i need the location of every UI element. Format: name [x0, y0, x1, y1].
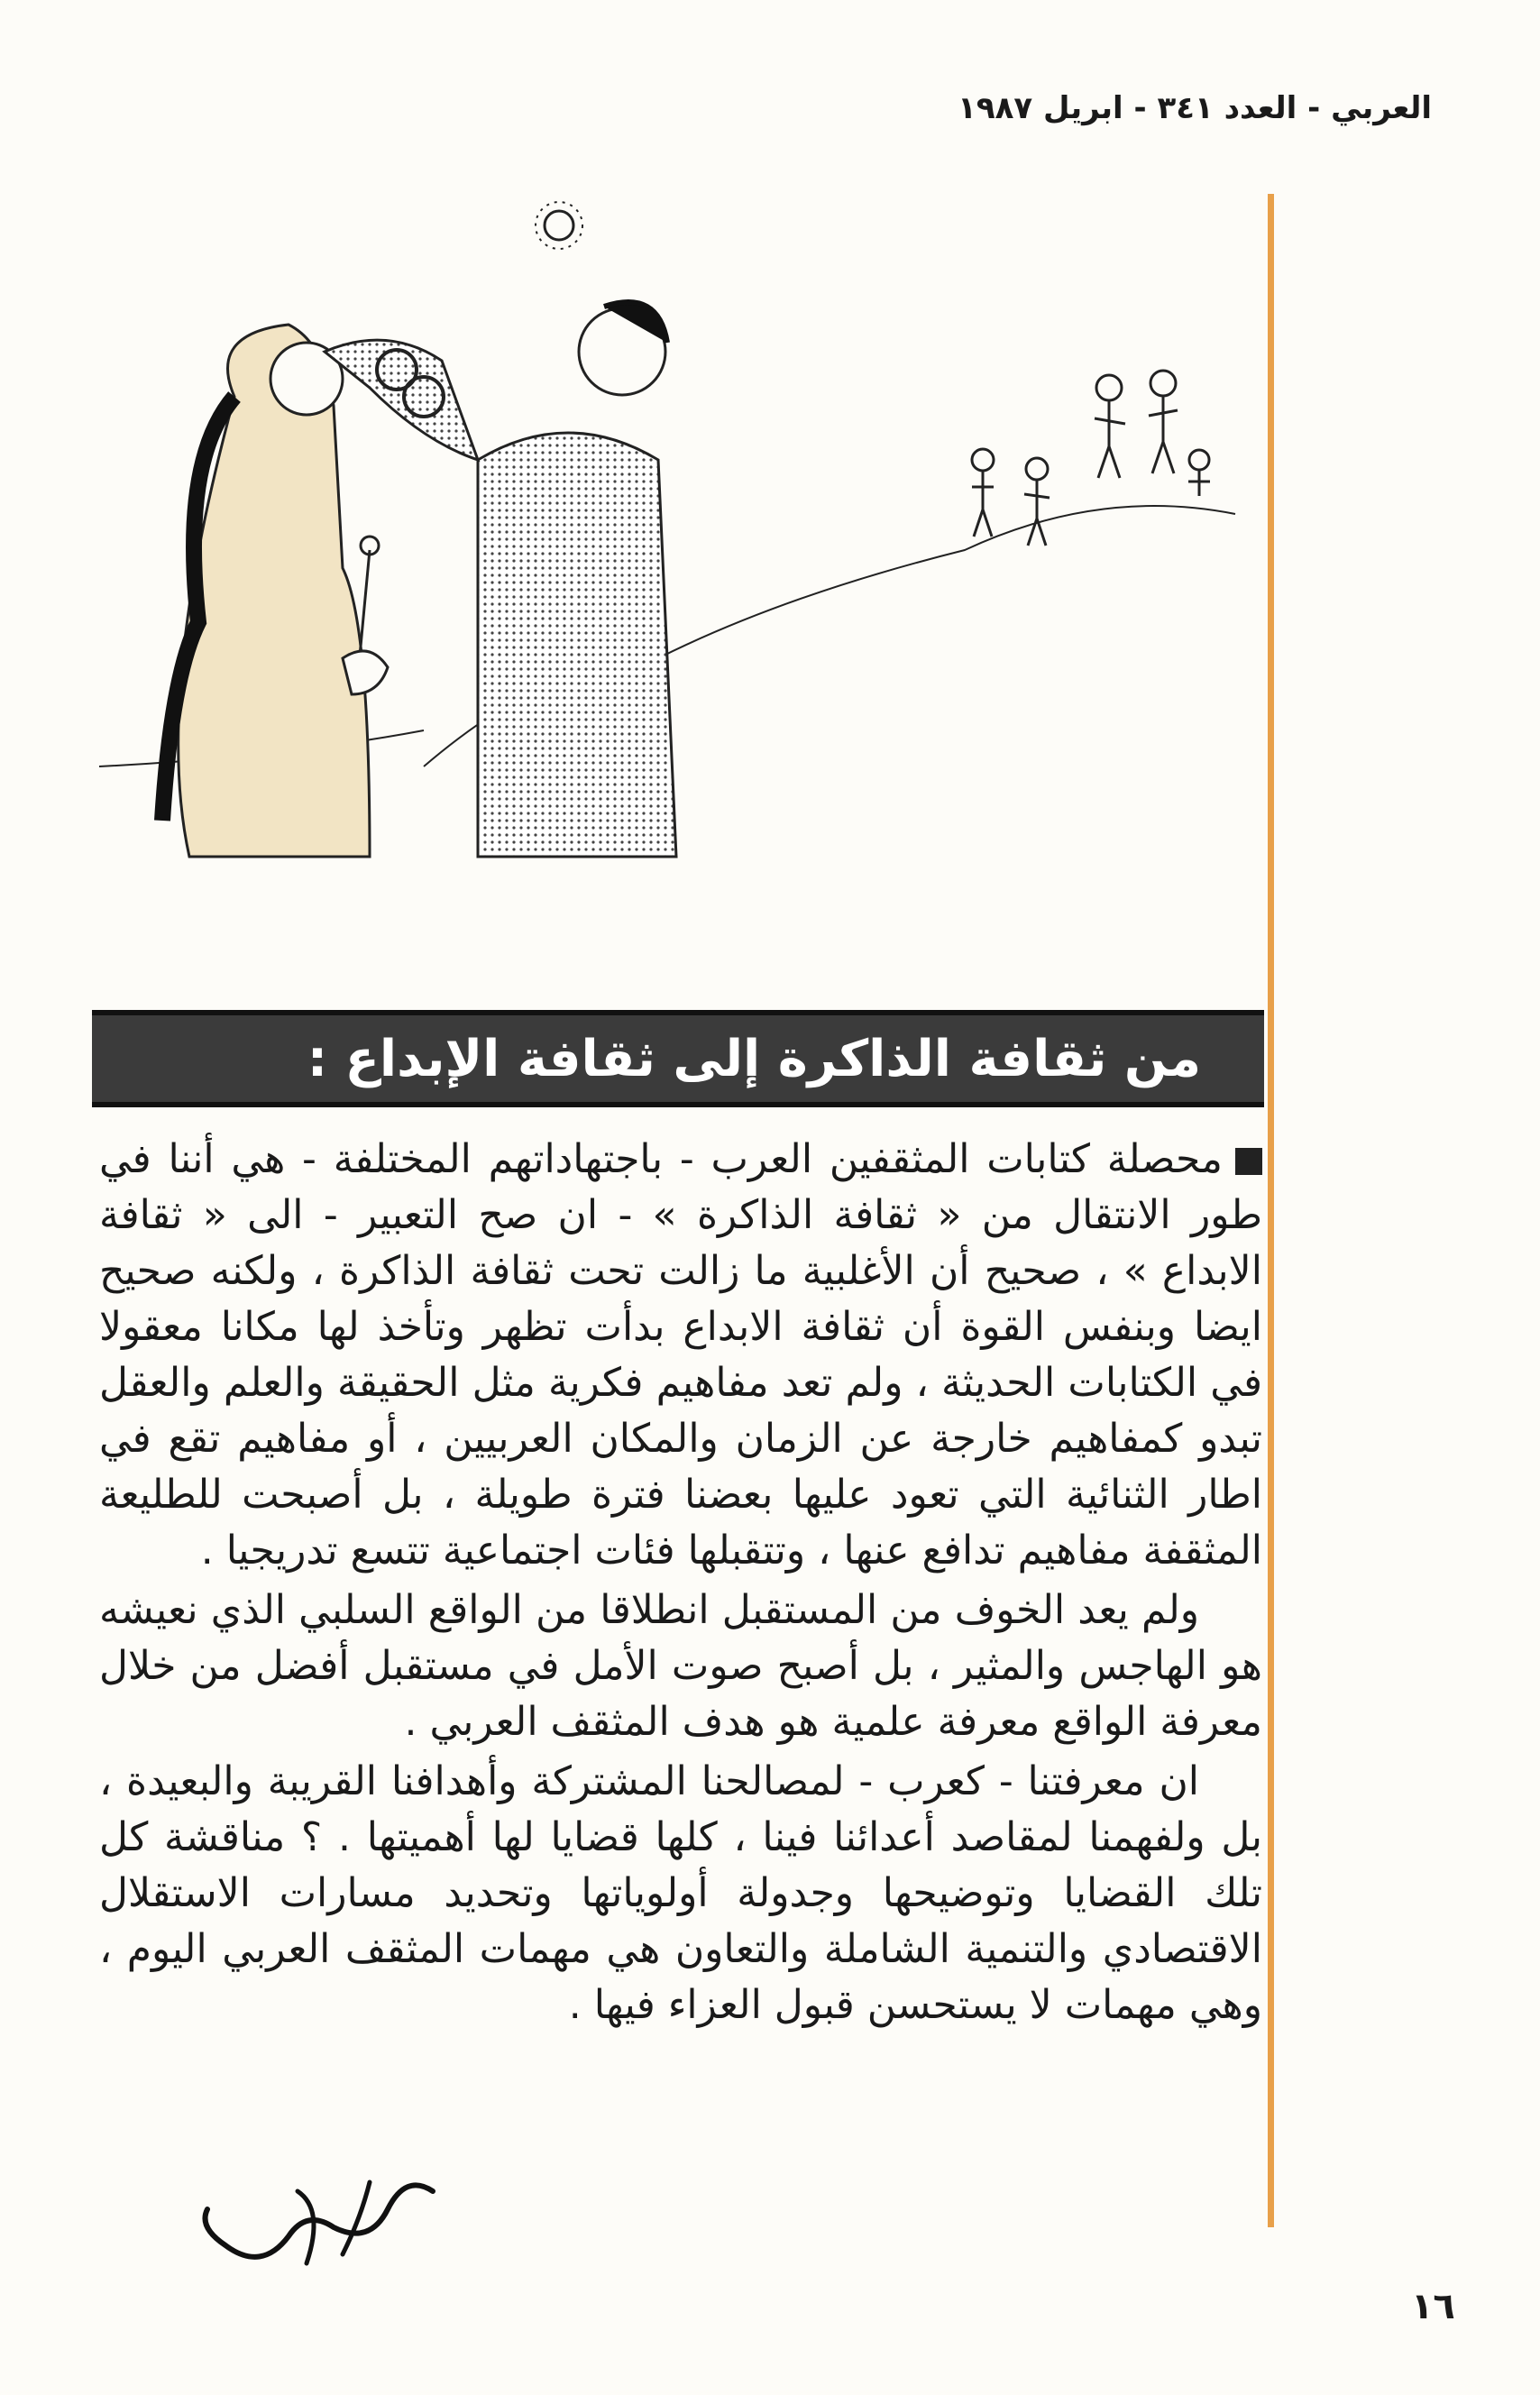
- man-figure: [325, 302, 676, 857]
- article-paragraph: ان معرفتنا - كعرب - لمصالحنا المشتركة وأهدافنا القريبة والبعيدة ، بل ولفهمنا لمقاصد أعدائنا فينا ، كلها قضايا لها أهميتها . ؟ مناقشة كل تلك القضايا وتوضيحها وجدولة أولوياتها وتحديد مسارات الاستقلال الاقتصادي والتنمية الشاملة والتعاون هي مهمات المثقف العربي اليوم ، وهي مهمات لا يستحسن قبول العزاء فيها .: [99, 1758, 1262, 2028]
- paragraph-text: محصلة كتابات المثقفين العرب - باجتهاداتهم المختلفة - هي أننا في طور الانتقال من « ثقافة الذاكرة » - ان صح التعبير - الى « ثقافة الابداع » ، صحيح أن الأغلبية ما زالت تحت ثقافة الذاكرة ، ولكنه صحيح ايضا وبنفس القوة أن ثقافة الابداع بدأت تظهر وتأخذ لها مكانا معقولا في الكتابات الحديثة ، ولم تعد مفاهيم فكرية مثل الحقيقة والعلم والعقل تبدو كمفاهيم خارجة عن الزمان والمكان العربيين ، أو مفاهيم تقع في اطار الثنائية التي تعود عليها بعضنا فترة طويلة ، بل أصبحت للطليعة المثقفة مفاهيم تدافع عنها ، وتتقبلها فئات اجتماعية تتسع تدريجيا .: [99, 1136, 1262, 1574]
- soldiers-on-hill: [972, 371, 1210, 546]
- cartoon-illustration: [99, 189, 1253, 875]
- section-title-bar: [92, 1010, 1264, 1107]
- section-title: من ثقافة الذاكرة إلى ثقافة الإبداع :: [307, 1029, 1201, 1088]
- issue-header: العربي - العدد ٣٤١ - ابريل ١٩٨٧: [958, 90, 1432, 126]
- sun-ornament-icon: [536, 202, 582, 249]
- article-paragraph: [99, 1132, 1262, 1579]
- page-number: ١٦: [1411, 2286, 1455, 2327]
- bullet-square-icon: [1235, 1148, 1262, 1175]
- handwritten-signature: [189, 2155, 460, 2281]
- accent-vertical-rule: [1268, 194, 1274, 2227]
- article-paragraph: ولم يعد الخوف من المستقبل انطلاقا من الواقع السلبي الذي نعيشه هو الهاجس والمثير ، بل أصبح صوت الأمل في مستقبل أفضل من خلال معرفة الواقع معرفة علمية هو هدف المثقف العربي .: [99, 1587, 1262, 1745]
- woman-figure: [162, 325, 388, 857]
- article-body: [99, 1132, 1262, 2037]
